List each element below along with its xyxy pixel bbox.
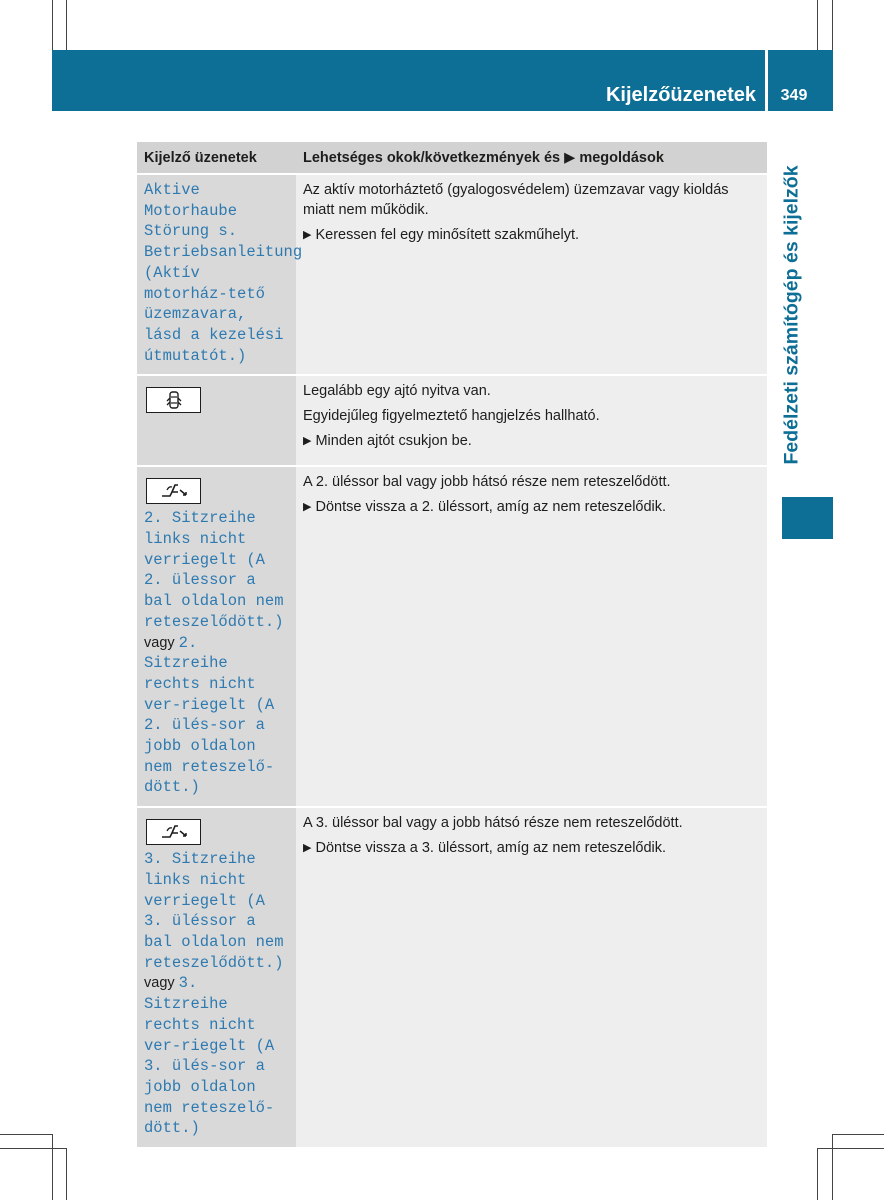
arrow-right-icon: ▶	[303, 842, 312, 855]
table-row	[137, 375, 767, 466]
message-cell	[137, 807, 296, 1147]
crop-mark	[832, 1134, 833, 1200]
action-text: Döntse vissza a 3. üléssort, amíg az nem reteszelődik.	[315, 840, 667, 857]
page-title: Kijelzőüzenetek	[605, 84, 756, 106]
cause-cell	[296, 375, 767, 466]
cause-cell	[296, 807, 767, 1147]
or-text: vagy	[144, 975, 175, 992]
table-header-row	[137, 142, 767, 174]
seat-unlocked-icon-graphic	[158, 482, 190, 500]
side-section-label	[768, 140, 816, 490]
arrow-right-icon: ▶	[303, 229, 312, 241]
action-item	[303, 431, 760, 452]
side-tab-marker	[782, 497, 833, 539]
crop-mark	[817, 1148, 818, 1200]
display-message: Aktive Motorhaube Störung s. Betriebsanleitung (Aktív motorház-tető üzemzavara, lásd a kezelési útmutatót.)	[144, 181, 303, 365]
cause-cell	[296, 174, 767, 375]
crop-mark	[817, 1148, 884, 1149]
crop-mark	[817, 0, 818, 50]
cause-cell	[296, 466, 767, 807]
table-row	[137, 466, 767, 807]
crop-mark	[52, 0, 53, 50]
action-item	[303, 497, 760, 518]
car-doors-open-icon	[146, 387, 201, 413]
page-number: 349	[780, 87, 808, 104]
action-text: Döntse vissza a 2. üléssort, amíg az nem reteszelődik.	[315, 499, 667, 516]
arrow-right-icon: ▶	[303, 435, 312, 448]
seat-unlocked-icon-graphic	[158, 823, 190, 841]
column-header-causes: Lehetséges okok/következmények és ▶ megoldások	[296, 142, 767, 174]
header-divider	[765, 50, 768, 111]
car-doors-open-icon-graphic	[164, 390, 184, 410]
display-messages-table	[137, 142, 767, 1147]
seat-unlocked-icon	[146, 819, 201, 845]
display-message: 3. Sitzreihe links nicht verriegelt (A 3. üléssor a bal oldalon nem reteszelődött.)	[144, 850, 284, 972]
cause-text: Egyidejűleg figyelmeztető hangjelzés hallható.	[303, 408, 600, 425]
crop-mark	[66, 0, 67, 50]
crop-mark	[52, 1134, 53, 1200]
seat-unlocked-icon	[146, 478, 201, 504]
action-text: Minden ajtót csukjon be.	[315, 433, 472, 450]
cause-text: A 2. üléssor bal vagy jobb hátsó része nem reteszelődött.	[303, 474, 671, 491]
action-item	[303, 838, 760, 859]
or-text: vagy	[144, 634, 175, 651]
action-item	[303, 225, 760, 246]
message-cell	[137, 375, 296, 466]
display-message-alt: 2. Sitzreihe rechts nicht ver-riegelt (A 2. ülés-sor a jobb oldalon nem reteszelő-dött.)	[144, 633, 275, 797]
table-row	[137, 174, 767, 375]
message-cell	[137, 174, 303, 375]
crop-mark	[0, 1148, 66, 1149]
cause-text: Az aktív motorháztető (gyalogosvédelem) üzemzavar vagy kioldás miatt nem működik.	[303, 182, 729, 218]
action-text: Keressen fel egy minősített szakműhelyt.	[315, 227, 580, 243]
message-cell	[137, 466, 296, 807]
crop-mark	[832, 0, 833, 50]
crop-mark	[0, 1134, 52, 1135]
table-row	[137, 807, 767, 1147]
arrow-right-icon: ▶	[303, 501, 312, 514]
crop-mark	[66, 1148, 67, 1200]
crop-mark	[832, 1134, 884, 1135]
cause-text: A 3. üléssor bal vagy a jobb hátsó része nem reteszelődött.	[303, 815, 683, 832]
display-message: 2. Sitzreihe links nicht verriegelt (A 2. ülessor a bal oldalon nem reteszelődött.)	[144, 509, 284, 631]
side-section-title: Fedélzeti számítógép és kijelzők	[780, 165, 803, 465]
cause-text: Legalább egy ajtó nyitva van.	[303, 383, 491, 400]
display-message-alt: 3. Sitzreihe rechts nicht ver-riegelt (A 3. ülés-sor a jobb oldalon nem reteszelő-dött.)	[144, 974, 275, 1138]
column-header-messages: Kijelző üzenetek	[137, 142, 296, 174]
